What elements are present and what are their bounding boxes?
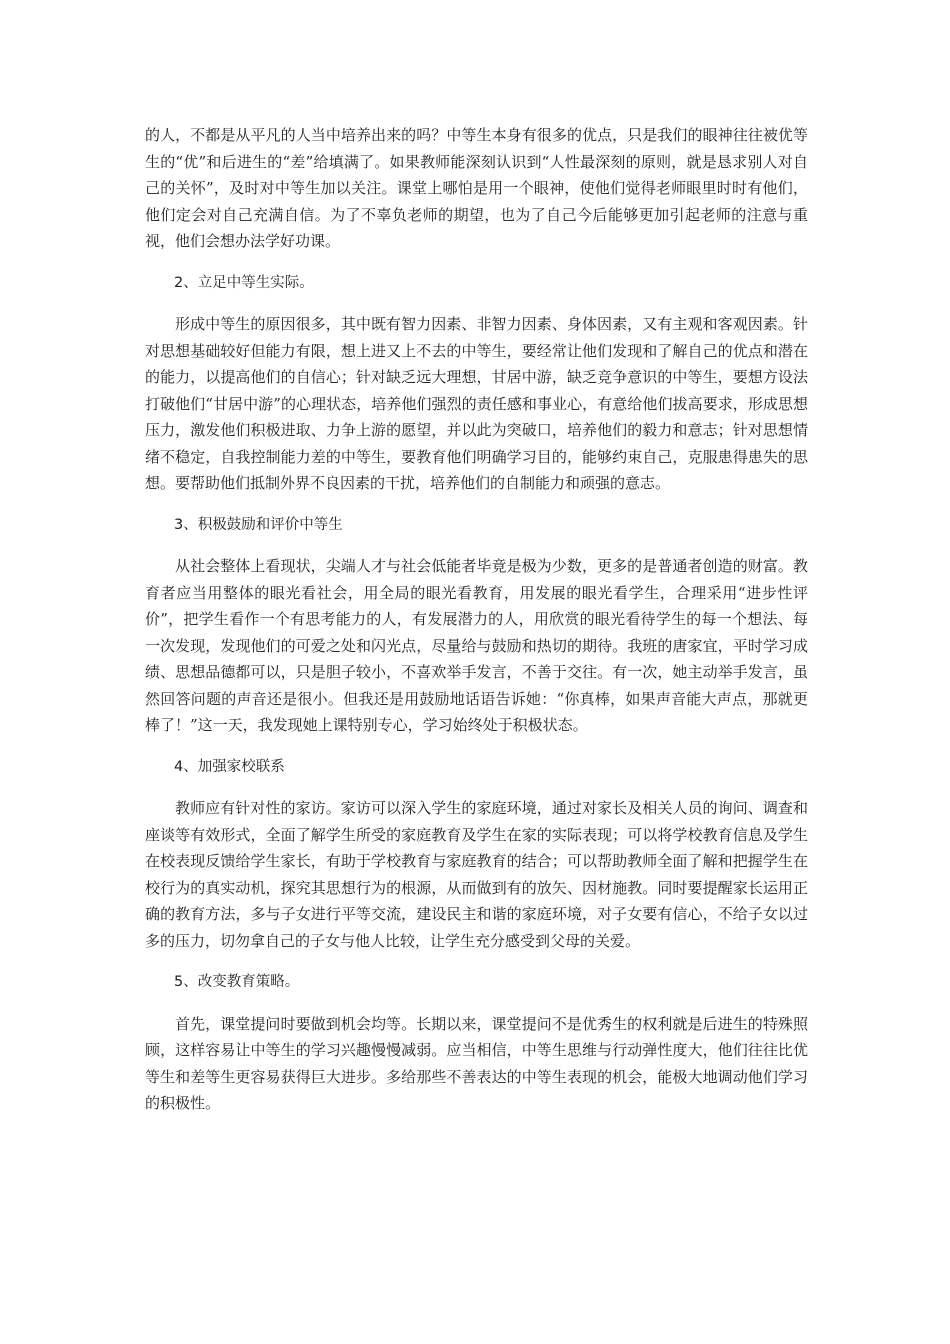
section-heading-3: 3、积极鼓励和评价中等生 bbox=[174, 516, 343, 533]
paragraph-section-4: 教师应有针对性的家访。家访可以深入学生的家庭环境，通过对家长及相关人员的询问、调查和座谈等有效形式，全面了解学生所受的家庭教育及学生在家的实际表现；可以将学校教育信息及学生在校表现反馈给学生家长，有助于学校教育与家庭教育的结合；可以帮助教师全面了解和把握学生在校行为的真实动机，探究其思想行为的根源，从而做到有的放矢、因材施教。同时要提醒家长运用正确的教育方法，多与子女进行平等交流，建设民主和谐的家庭环境，对子女要有信心，不给子女以过多的压力，切勿拿自己的子女与他人比较，让学生充分感受到父母的关爱。 bbox=[145, 799, 808, 950]
section-heading-5: 5、改变教育策略。 bbox=[174, 974, 300, 990]
document-page bbox=[145, 122, 808, 1132]
section-heading-4: 4、加强家校联系 bbox=[174, 758, 285, 775]
section-heading-2: 2、立足中等生实际。 bbox=[174, 274, 314, 291]
paragraph-section-5: 首先，课堂提问时要做到机会均等。长期以来，课堂提问不是优秀生的权利就是后进生的特殊照顾，这样容易让中等生的学习兴趣慢慢减弱。应当相信，中等生思维与行动弹性度大，他们往往比优等生和差等生更容易获得巨大进步。多给那些不善表达的中等生表现的机会，能极大地调动他们学习的积极性。 bbox=[145, 1014, 808, 1112]
paragraph-section-3: 从社会整体上看现状，尖端人才与社会低能者毕竟是极为少数，更多的是普通者创造的财富。教育者应当用整体的眼光看社会，用全局的眼光看教育，用发展的眼光看学生，合理采用“进步性评价”，把学生看作一个有思考能力的人，有发展潜力的人，用欣赏的眼光看待学生的每一个想法、每一次发现，发现他们的可爱之处和闪光点，尽量给与鼓励和热切的期待。我班的唐家宜，平时学习成绩、思想品德都可以，只是胆子较小，不喜欢举手发言，不善于交往。有一次，她主动举手发言，虽然回答问题的声音还是很小。但我还是用鼓励地话语告诉她：“你真棒，如果声音能大声点，那就更棒了！”这一天，我发现她上课特别专心，学习始终处于积极状态。 bbox=[145, 557, 808, 734]
paragraph-section-2: 形成中等生的原因很多，其中既有智力因素、非智力因素、身体因素，又有主观和客观因素。针对思想基础较好但能力有限，想上进又上不去的中等生，要经常让他们发现和了解自己的优点和潜在的能力，以提高他们的自信心；针对缺乏远大理想，甘居中游，缺乏竞争意识的中等生，要想方设法打破他们“甘居中游”的心理状态，培养他们强烈的责任感和事业心，有意给他们拔高要求，形成思想压力，激发他们积极进取、力争上游的愿望，并以此为突破口，培养他们的毅力和意志；针对思想情绪不稳定，自我控制能力差的中等生，要教育他们明确学习目的，能够约束自己，克服患得患失的思想。要帮助他们抵制外界不良因素的干扰，培养他们的自制能力和顽强的意志。 bbox=[145, 315, 808, 492]
paragraph-continued: 的人，不都是从平凡的人当中培养出来的吗？中等生本身有很多的优点，只是我们的眼神往往被优等生的“优”和后进生的“差”给填满了。如果教师能深刻认识到“人性最深刻的原则，就是恳求别人对自己的关怀”，及时对中等生加以关注。课堂上哪怕是用一个眼神，使他们觉得老师眼里时时有他们，他们定会对自己充满自信。为了不辜负老师的期望，也为了自己今后能够更加引起老师的注意与重视，他们会想办法学好功课。 bbox=[145, 126, 808, 250]
